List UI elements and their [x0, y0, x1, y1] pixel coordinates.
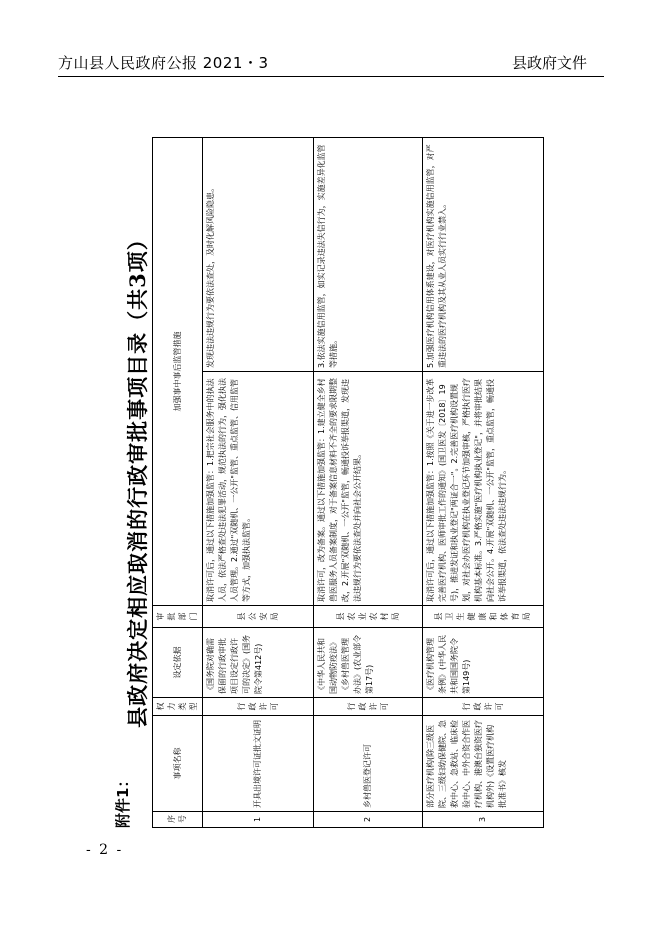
row-type: 行政许可 [314, 698, 423, 716]
row-dept: 县农业农村局 [314, 606, 423, 628]
row-measures-b: 5.加强医疗机构信用体系建设，对医疗机构实施信用监管，对严重违法的医疗机构及其从业人员实行行业禁入。 [423, 138, 544, 372]
row-dept: 县卫生健康和体育局 [423, 606, 544, 628]
page-header-title: 方山县人民政府公报 2021・3 [58, 54, 269, 72]
header-basis: 设定依据 [153, 628, 203, 698]
row-name: 开具出境许可证批文证明 [203, 716, 314, 812]
row-measures-a: 取消许可后，通过以下措施加强监管：1.把宗社会服务中的执法人员，依法严格查处违法犯罪活动，规范执法的行为，强化执法人员管理。2.通过"双随机、一公开"监管、重点监管、信用监管等方式，加强执法监管。 [203, 372, 314, 606]
annex-label: 附件1： [114, 772, 132, 828]
table-header-row [153, 138, 203, 828]
row-name: 乡村兽医登记许可 [314, 716, 423, 812]
header-measures: 加强事中事后监管措施 [153, 138, 203, 606]
row-basis: 《中华人民共和国动物防疫法》《乡村兽医管理办法》(农业部令第17号) [314, 628, 423, 698]
row-seq: 1 [203, 812, 314, 828]
row-seq: 2 [314, 812, 423, 828]
row-name: 部分医疗机构(除三级医院、三级妇幼保健院、急救中心、急救站、临床检验中心、中外合资合作医疗机构、港澳台独资医疗机构外)《设置医疗机构批准书》核发 [423, 716, 544, 812]
header-name: 事项名称 [153, 716, 203, 812]
row-basis: 《国务院对确需保留的行政审批项目设定行政许可的决定》(国务院令第412号) [203, 628, 314, 698]
header-rule [58, 76, 604, 77]
document-title: 县政府决定相应取消的行政审批事项目录（共3项） [125, 228, 150, 728]
table-row [314, 138, 423, 828]
row-measures-a: 取消许可，改为备案。通过以下措施加强监管：1.建立健全乡村兽医服务人员备案制度，对于备案信息材料不齐全的要求限期整改，2.开展"双随机、一公开"监管，畅通投诉举报渠道，发现违法违规行为要依法查处并向社会公开结果。 [314, 372, 423, 606]
header-type: 权力类型 [153, 698, 203, 716]
row-basis: 《医疗机构管理条例》(中华人民共和国国务院令第149号) [423, 628, 544, 698]
row-measures-a: 取消许可后，通过以下措施加强监管：1.按照《关于进一步改革完善医疗机构、医师审批工作的通知》(国卫医发〔2018〕19号)，推进发证和执业登记"两证合一"。2.完善医疗机构设置规划，对社会办医疗机构在执业登记环节加强审核，严格执行医疗机构基本标准。3.严格实施"医疗机构执业登记"，并将审批结果向社会公开。4.开展"双随机、一公开"监管，重点监管，畅通投诉举报渠道，依法查处违法违规行为。 [423, 372, 544, 606]
header-seq: 序号 [153, 812, 203, 828]
rotated-content [112, 138, 552, 828]
row-dept: 县公安局 [203, 606, 314, 628]
header-dept: 审批部门 [153, 606, 203, 628]
page-number: - 2 - [86, 842, 124, 858]
approval-catalog-table [152, 137, 544, 828]
table-row [203, 138, 314, 828]
row-measures-b: 发现违法违规行为要依法查处，及时化解风险隐患。 [203, 138, 314, 372]
row-type: 行政许可 [203, 698, 314, 716]
row-seq: 3 [423, 812, 544, 828]
row-measures-b: 3.依法实施信用监管，如实记录违法失信行为，实施差异化监管等措施。 [314, 138, 423, 372]
page-header-section: 县政府文件 [512, 54, 588, 72]
row-type: 行政许可 [423, 698, 544, 716]
table-row [423, 138, 544, 828]
